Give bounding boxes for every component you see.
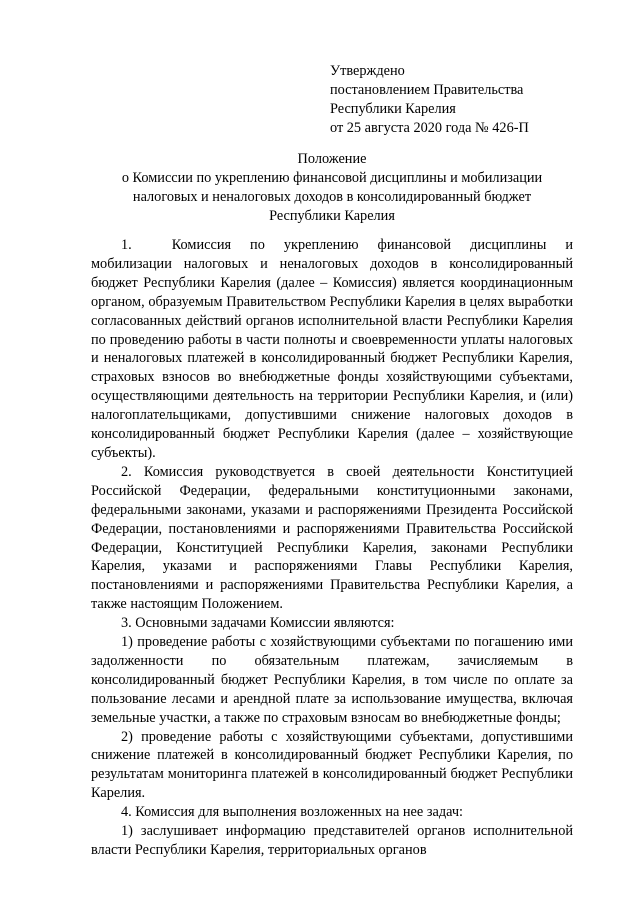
title-line-4: Республики Карелия xyxy=(269,208,395,224)
paragraph-3: 3. Основными задачами Комиссии являются: xyxy=(121,615,395,632)
approval-line-republic: Республики Карелия xyxy=(330,101,456,117)
approval-line-resolution: постановлением Правительства xyxy=(330,82,524,98)
paragraph-3-item-2: 2) проведение работы с хозяйствующими субъектами, допустившими снижение платежей в консолидированный бюджет Республики Карелия, по результатам мониторинга платежей в консолидированный бюджет Республики Карелия. xyxy=(91,728,573,802)
paragraph-2: 2. Комиссия руководствуется в своей деятельности Конституцией Российской Федерации, федеральными конституционными законами, федеральными законами, указами и распоряжениями Президента Российской Федерации, постановлениями и распоряжениями Правительства Российской Федерации, Конституцией Республики Карелия, законами Республики Карелия, указами и распоряжениями Главы Республики Карелия, постановлениями и распоряжениями Правительства Республики Карелия, а также настоящим Положением. xyxy=(91,463,573,613)
paragraph-1-number: 1. xyxy=(121,237,132,253)
title-line-3: налоговых и неналоговых доходов в консолидированный бюджет xyxy=(132,189,532,205)
document-body xyxy=(91,236,573,860)
paragraph-3-item-1: 1) проведение работы с хозяйствующими субъектами по погашению ими задолженности по обязательным платежам, зачисляемым в консолидированный бюджет Республики Карелия, в том числе по оплате за пользование лесами и арендной плате за использование имущества, включая земельные участки, а также по страховым взносам во внебюджетные фонды; xyxy=(91,634,573,726)
paragraph-4-item-1: 1) заслушивает информацию представителей органов исполнительной власти Республики Карелия, территориальных органов xyxy=(91,823,573,858)
document-title xyxy=(90,150,574,226)
title-line-2: о Комиссии по укреплению финансовой дисциплины и мобилизации xyxy=(121,170,543,186)
paragraph-1 xyxy=(91,236,573,463)
paragraph-1-text: Комиссия по укреплению финансовой дисциплины и мобилизации налоговых и неналоговых доходов в консолидированный бюджет Республики Карелия (далее – Комиссия) является координационным органом, образуемым Правительством Республики Карелия в целях выработки согласованных действий органов исполнительной власти Республики Карелия по проведению работы в части полноты и своевременности уплаты налоговых и неналоговых платежей в консолидированный бюджет Республики Карелия, страховых взносов во внебюджетные фонды хозяйствующими субъектами, осуществляющими деятельность на территории Республики Карелия, и (или) налогоплательщиками, допустившими снижение налоговых доходов в консолидированный бюджет Республики Карелия (далее – хозяйствующие субъекты). xyxy=(91,237,573,461)
approval-line-date-number: от 25 августа 2020 года № 426-П xyxy=(330,120,529,136)
title-line-1: Положение xyxy=(297,151,367,167)
approval-stamp xyxy=(330,62,529,138)
paragraph-4: 4. Комиссия для выполнения возложенных на нее задач: xyxy=(121,804,464,821)
approval-line-approved: Утверждено xyxy=(330,63,405,79)
